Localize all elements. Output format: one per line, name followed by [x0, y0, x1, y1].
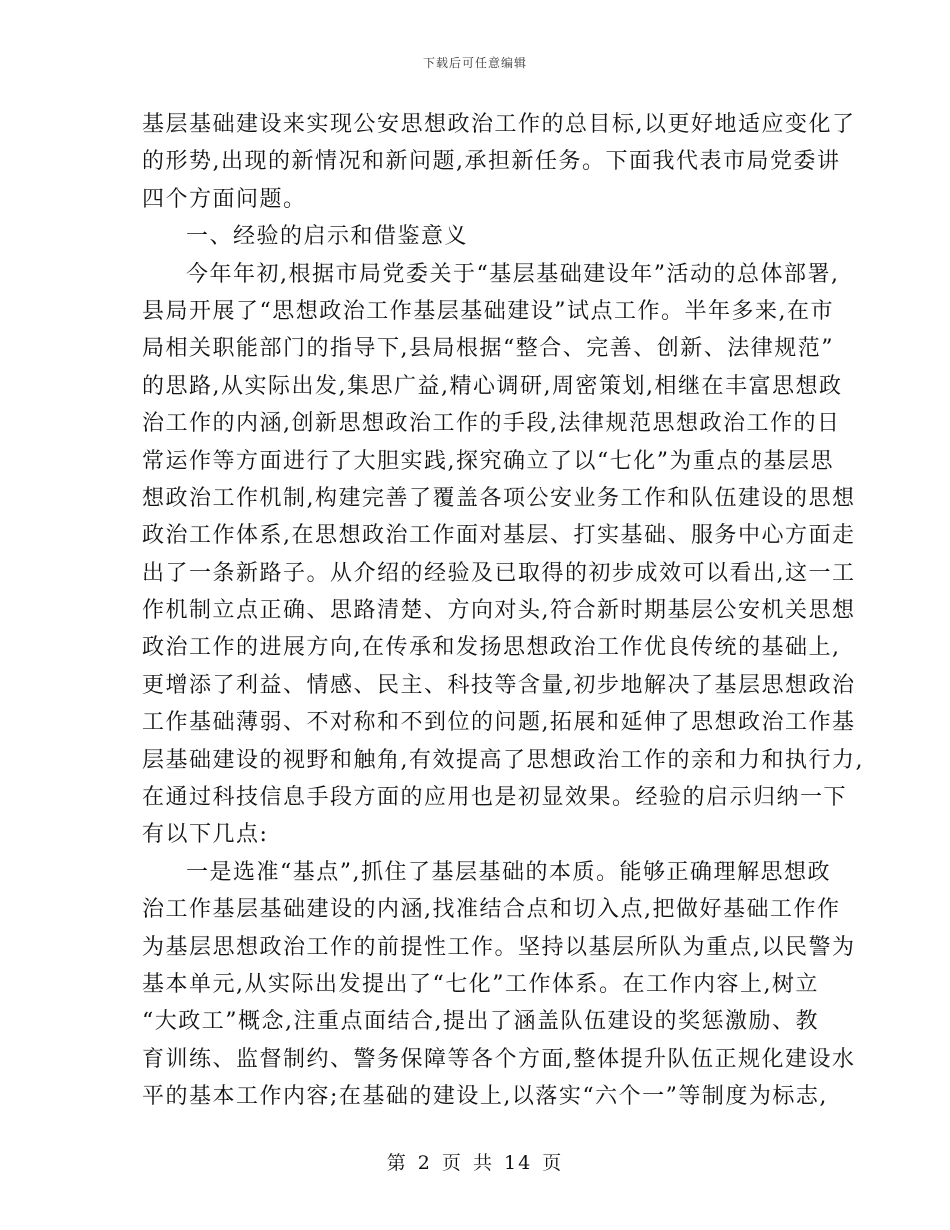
text-line: 县局开展了“思想政治工作基层基础建设”试点工作。半年多来,在市 — [142, 298, 834, 324]
text-line: 更增添了利益、情感、民主、科技等含量,初步地解决了基层思想政治 — [142, 672, 856, 698]
text-line: 想政治工作机制,构建完善了覆盖各项公安业务工作和队伍建设的思想 — [142, 485, 856, 511]
text-line: 的形势,出现的新情况和新问题,承担新任务。下面我代表市局党委讲 — [142, 149, 841, 175]
text-line: 治工作的内涵,创新思想政治工作的手段,法律规范思想政治工作的日 — [142, 411, 841, 437]
text-line: 平的基本工作内容;在基础的建设上,以落实“六个一”等制度为标志, — [142, 1084, 828, 1110]
text-line: 局相关职能部门的指导下,县局根据“整合、完善、创新、法律规范” — [142, 336, 834, 362]
text-line: 的思路,从实际出发,集思广益,精心调研,周密策划,相继在丰富思想政 — [142, 373, 843, 399]
text-line: 育训练、监督制约、警务保障等各个方面,整体提升队伍正规化建设水 — [142, 1046, 856, 1072]
page-number: 第 2 页 共 14 页 — [386, 1152, 564, 1174]
text-line: 有以下几点: — [142, 822, 269, 848]
text-line: 今年年初,根据市局党委关于“基层基础建设年”活动的总体部署, — [186, 261, 840, 287]
text-line: 作机制立点正确、思路清楚、方向对头,符合新时期基层公安机关思想 — [142, 598, 856, 624]
text-line: 在通过科技信息手段方面的应用也是初显效果。经验的启示归纳一下 — [142, 785, 848, 811]
text-line: 一是选准“基点”,抓住了基层基础的本质。能够正确理解思想政 — [186, 859, 831, 885]
text-line: 四个方面问题。 — [142, 186, 307, 212]
text-line: 基层基础建设来实现公安思想政治工作的总目标,以更好地适应变化了 — [142, 112, 856, 137]
text-line: “大政工”概念,注重点面结合,提出了涵盖队伍建设的奖惩激励、教 — [142, 1009, 819, 1035]
text-line: 工作基础薄弱、不对称和不到位的问题,拓展和延伸了思想政治工作基 — [142, 710, 856, 736]
text-line: 政治工作体系,在思想政治工作面对基层、打实基础、服务中心方面走 — [142, 523, 856, 549]
text-line: 出了一条新路子。从介绍的经验及已取得的初步成效可以看出,这一工 — [142, 560, 856, 586]
text-line: 治工作基层基础建设的内涵,找准结合点和切入点,把做好基础工作作 — [142, 897, 841, 923]
text-line: 政治工作的进展方向,在传承和发扬思想政治工作优良传统的基础上, — [142, 635, 841, 661]
text-line: 基本单元,从实际出发提出了“七化”工作体系。在工作内容上,树立 — [142, 971, 819, 997]
text-line: 层基础建设的视野和触角,有效提高了思想政治工作的亲和力和执行力, — [142, 747, 864, 773]
document-body — [142, 106, 864, 1116]
text-line: 常运作等方面进行了大胆实践,探究确立了以“七化”为重点的基层思 — [142, 448, 834, 474]
text-line: 为基层思想政治工作的前提性工作。坚持以基层所队为重点,以民警为 — [142, 934, 856, 960]
page-header-note: 下载后可任意编辑 — [422, 56, 527, 70]
section-heading: 一、经验的启示和借鉴意义 — [186, 224, 469, 250]
